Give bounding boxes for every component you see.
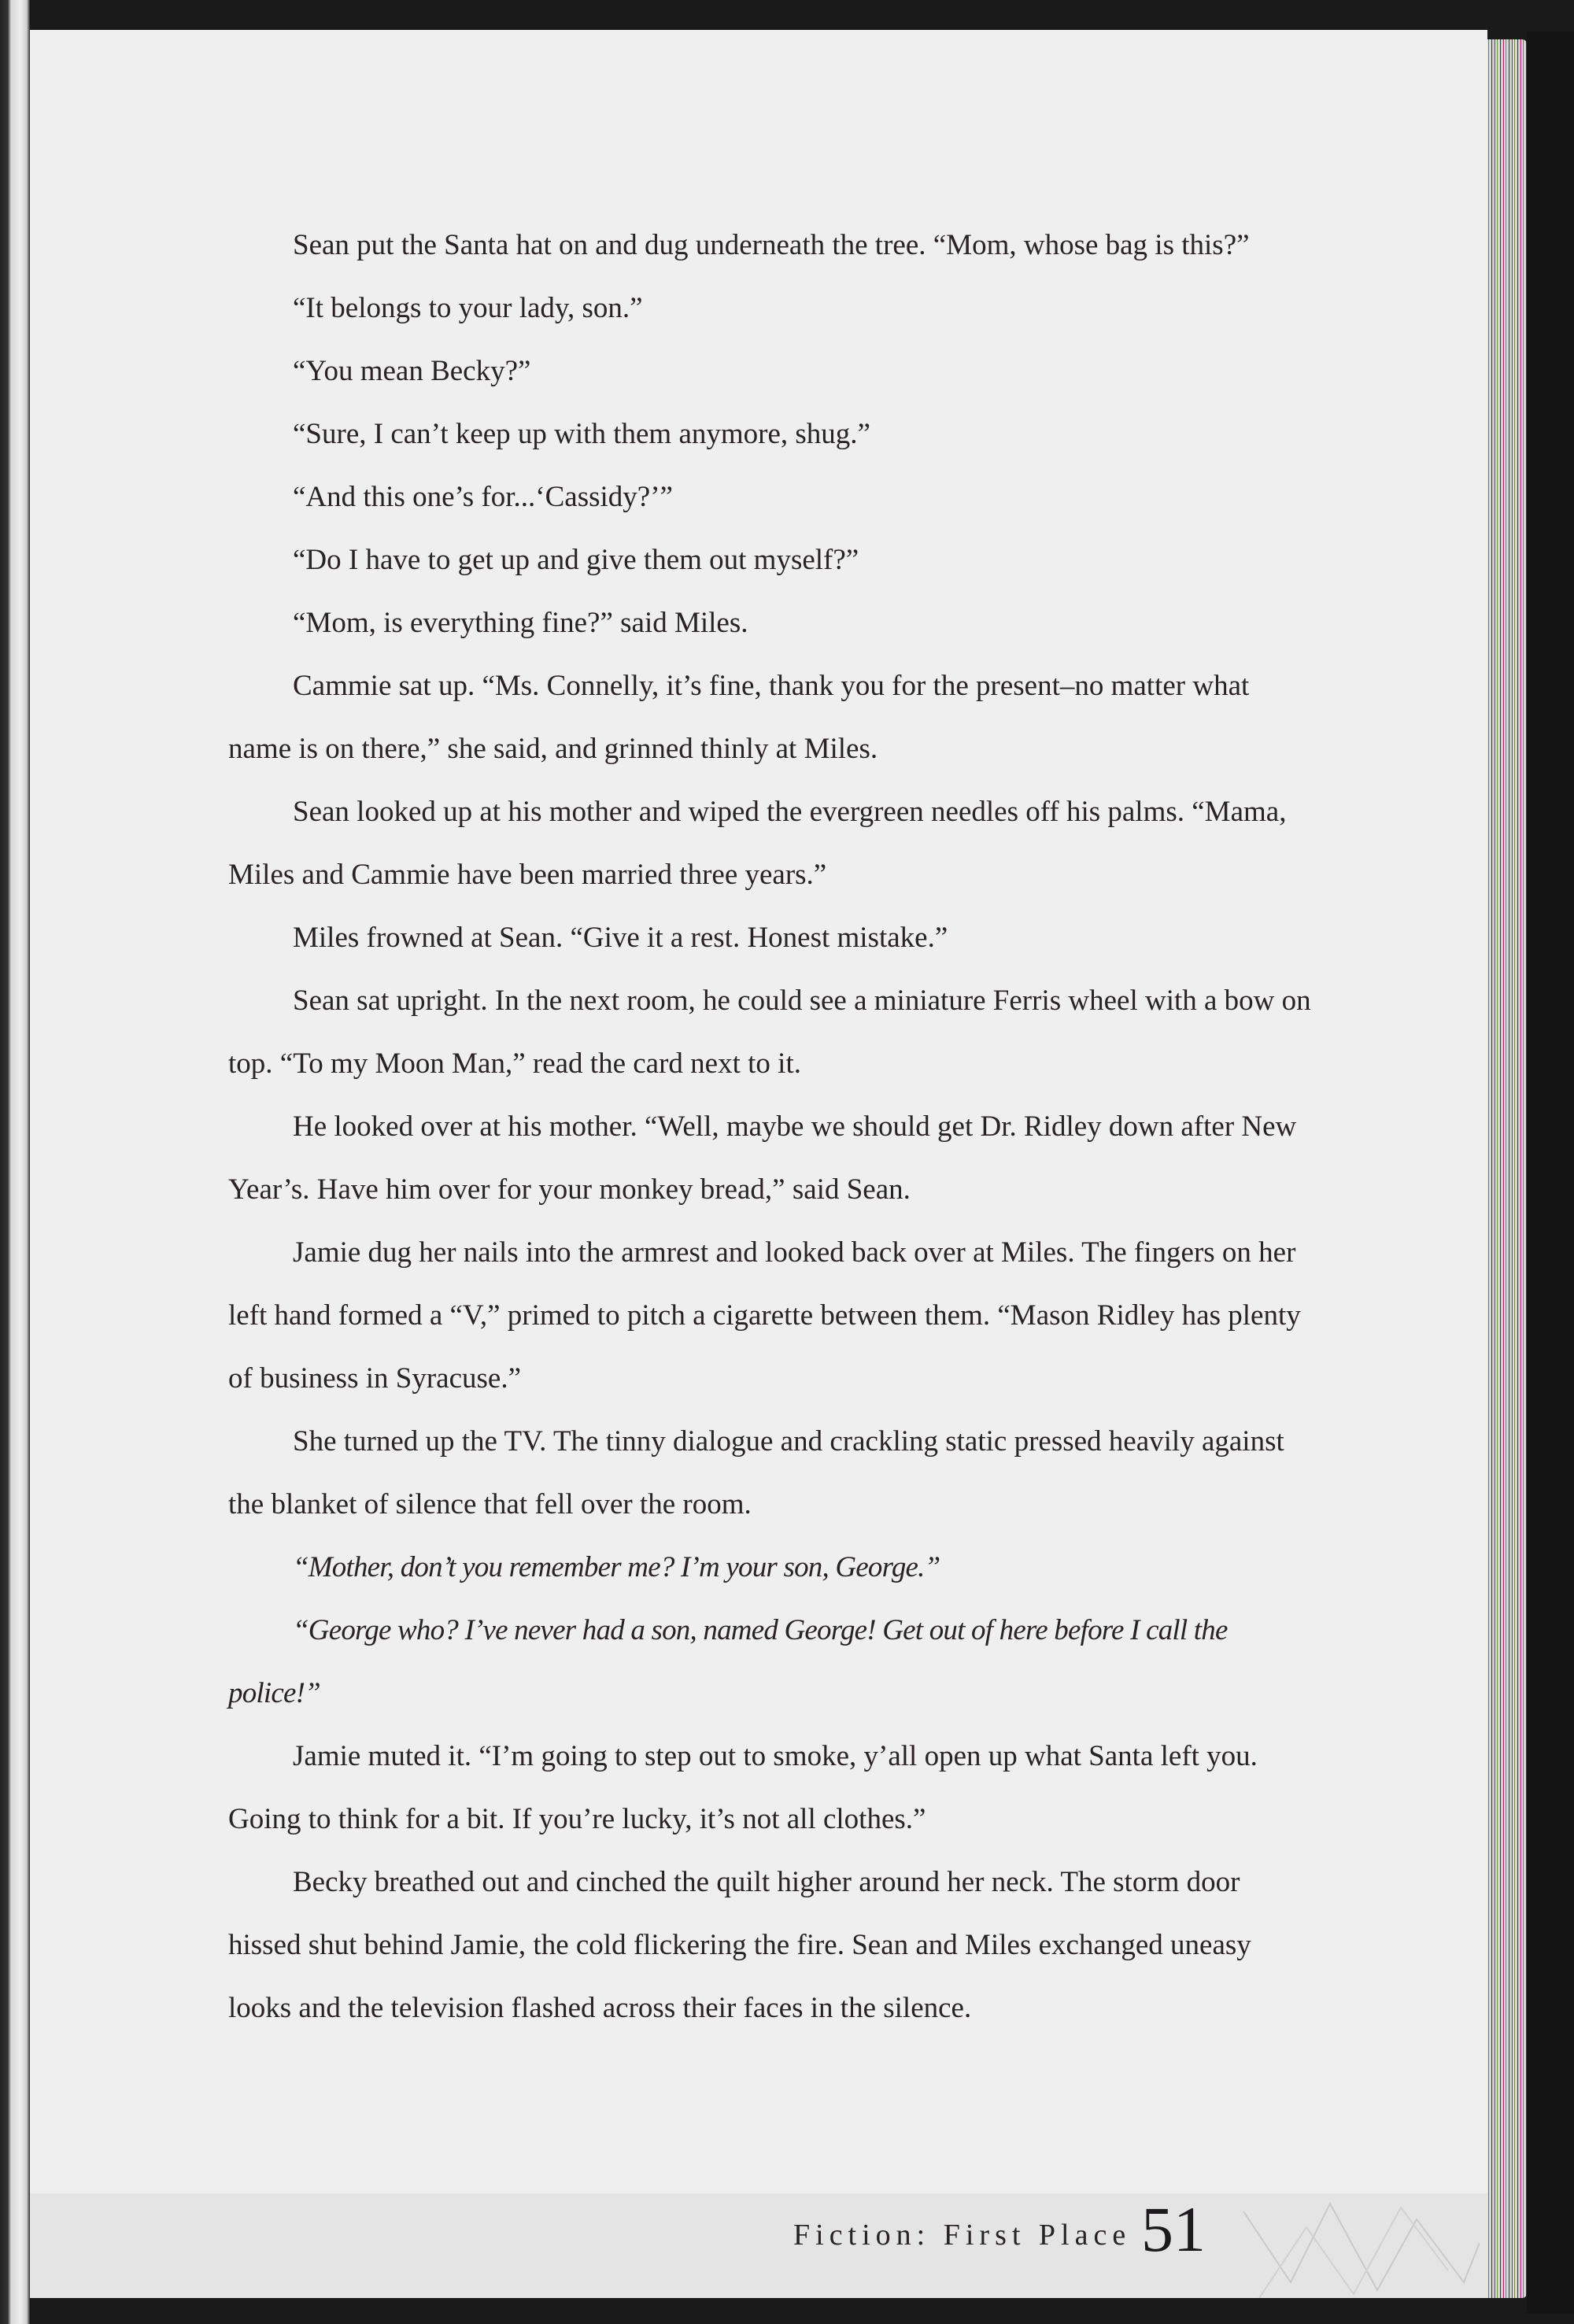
- paragraph: He looked over at his mother. “Well, maybe we should get Dr. Ridley down after New Year’s. Have him over for your monkey bread,” said Sean.: [228, 1110, 1297, 1206]
- section-label: Fiction: First Place: [793, 2219, 1132, 2252]
- paragraph: She turned up the TV. The tinny dialogue and crackling static pressed heavily against the blanket of silence that fell over the room.: [228, 1425, 1284, 1520]
- paragraph: “You mean Becky?”: [293, 355, 531, 387]
- paragraph: Jamie dug her nails into the armrest and looked back over at Miles. The fingers on her left hand formed a “V,” primed to pitch a cigarette between them. “Mason Ridley has plenty of business in Syracuse.”: [228, 1236, 1301, 1395]
- paragraph: “It belongs to your lady, son.”: [293, 292, 643, 324]
- paragraph: “Do I have to get up and give them out myself?”: [293, 544, 859, 576]
- paragraph: Cammie sat up. “Ms. Connelly, it’s fine, thank you for the present–no matter what name is on there,” she said, and grinned thinly at Miles.: [228, 670, 1250, 765]
- tv-dialogue-line: “Mother, don’t you remember me? I’m your son, George.”: [293, 1551, 940, 1583]
- tv-dialogue-line: “George who? I’ve never had a son, named George! Get out of here before I call the police!”: [228, 1614, 1228, 1709]
- story-text: [228, 214, 1314, 2040]
- paragraph: Sean put the Santa hat on and dug underneath the tree. “Mom, whose bag is this?”: [293, 229, 1250, 261]
- page-number: 51: [1141, 2193, 1206, 2265]
- paragraph: “And this one’s for...‘Cassidy?’”: [293, 481, 673, 513]
- paragraph: Sean sat upright. In the next room, he could see a miniature Ferris wheel with a bow on top. “To my Moon Man,” read the card next to it.: [228, 985, 1311, 1080]
- paragraph: Miles frowned at Sean. “Give it a rest. Honest mistake.”: [293, 922, 948, 954]
- footer-decoration: [1243, 2196, 1480, 2298]
- paragraph: Jamie muted it. “I’m going to step out to smoke, y’all open up what Santa left you. Going to think for a bit. If you’re lucky, it’s not all clothes.”: [228, 1740, 1258, 1835]
- book-background: [1527, 31, 1574, 2314]
- paragraph: Sean looked up at his mother and wiped the evergreen needles off his palms. “Mama, Miles and Cammie have been married three years.”: [228, 796, 1287, 891]
- paragraph: Becky breathed out and cinched the quilt higher around her neck. The storm door hissed shut behind Jamie, the cold flickering the fire. Sean and Miles exchanged uneasy looks and the television flashed across their faces in the silence.: [228, 1866, 1251, 2024]
- paragraph: “Sure, I can’t keep up with them anymore, shug.”: [293, 418, 870, 450]
- book-gutter-edge: [0, 0, 30, 2324]
- paragraph: “Mom, is everything fine?” said Miles.: [293, 607, 748, 639]
